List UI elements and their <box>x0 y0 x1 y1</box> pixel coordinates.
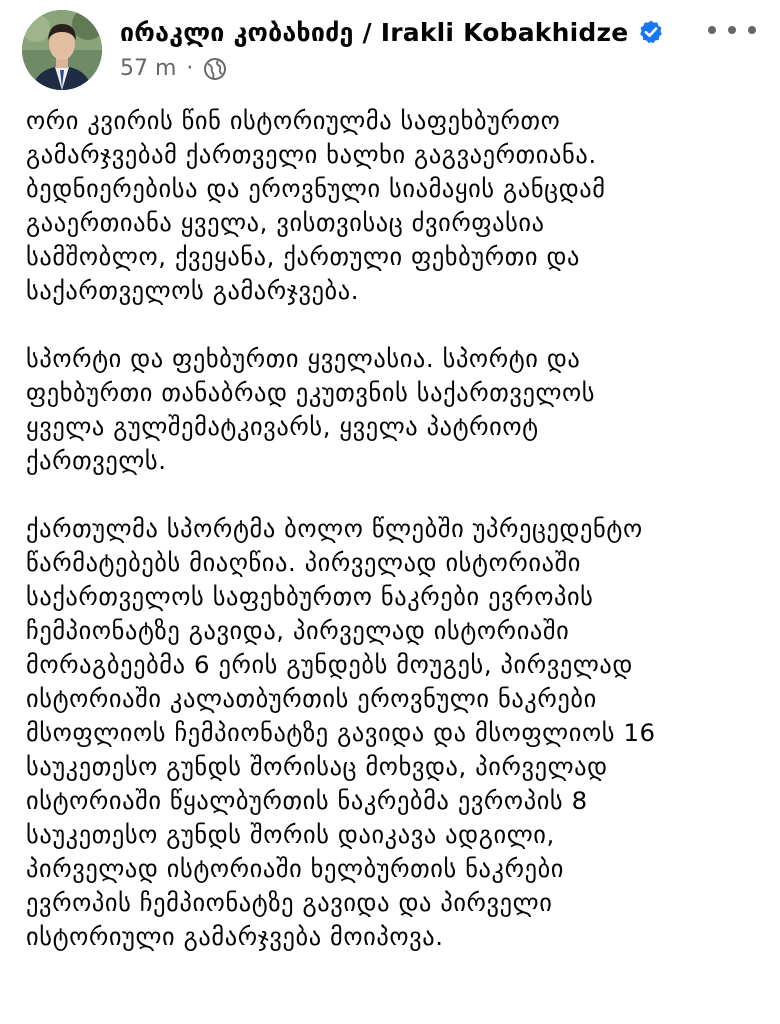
verified-badge-icon <box>638 19 664 45</box>
meta-separator: · <box>186 56 194 81</box>
post-text-line: ორი კვირის წინ ისტორიულმა საფეხბურთო <box>26 106 561 135</box>
post-paragraph <box>26 342 756 478</box>
post-paragraph <box>26 512 756 954</box>
author-block <box>120 12 664 81</box>
post-timestamp[interactable]: 57 m <box>120 56 177 81</box>
post-text-line: ქართულმა სპორტმა ბოლო წლებში უპრეცედენტო <box>26 514 643 543</box>
more-dot <box>708 26 716 34</box>
more-dot <box>728 26 736 34</box>
post-text-line: სამშობლო, ქვეყანა, ქართული ფეხბურთი და <box>26 242 580 271</box>
post-text-line: მორაგბეებმა 6 ერის გუნდებს მოუგეს, პირველად <box>26 650 633 679</box>
author-line <box>120 12 664 52</box>
post-text-line: საუკეთესო გუნდს შორის დაიკავა ადგილი, <box>26 820 555 849</box>
post-text-line: გააერთიანა ყველა, ვისთვისაც ძვირფასია <box>26 208 545 237</box>
post-text-line: ევროპის ჩემპიონატზე გავიდა და პირველი <box>26 888 553 917</box>
post-text-line: ყველა გულშემატკივარს, ყველა პატრიოტ <box>26 412 539 441</box>
more-options-icon[interactable] <box>708 18 756 42</box>
post-text-line: ისტორიაში კალათბურთის ეროვნული ნაკრები <box>26 684 597 713</box>
post-body <box>26 104 756 988</box>
globe-icon[interactable] <box>203 57 227 81</box>
author-name[interactable]: ირაკლი კობახიძე / Irakli Kobakhidze <box>120 17 629 47</box>
post-text-line: ისტორიული გამარჯვება მოიპოვა. <box>26 922 444 951</box>
post-text-line: წარმატებებს მიაღწია. პირველად ისტორიაში <box>26 548 582 577</box>
avatar[interactable] <box>22 10 102 90</box>
post-meta <box>120 56 664 81</box>
post-text-line: ქართველს. <box>26 446 167 475</box>
post-text-line: საქართველოს გამარჯვება. <box>26 276 360 305</box>
post-text-line: გამარჯვებამ ქართველი ხალხი გაგვაერთიანა. <box>26 140 597 169</box>
post-paragraph <box>26 104 756 308</box>
post-text-line: მსოფლიოს ჩემპიონატზე გავიდა და მსოფლიოს 16 <box>26 718 656 747</box>
more-dot <box>748 26 756 34</box>
post-text-line: პირველად ისტორიაში ხელბურთის ნაკრები <box>26 854 565 883</box>
post-text-line: ისტორიაში წყალბურთის ნაკრებმა ევროპის 8 <box>26 786 588 815</box>
post-text-line: საუკეთესო გუნდს შორისაც მოხვდა, პირველად <box>26 752 608 781</box>
avatar-photo-icon <box>22 10 102 90</box>
post-text-line: ბედნიერებისა და ეროვნული სიამაყის განცდამ <box>26 174 606 203</box>
post-header <box>22 10 762 92</box>
post-text-line: სპორტი და ფეხბურთი ყველასია. სპორტი და <box>26 344 581 373</box>
post-text-line: ფეხბურთი თანაბრად ეკუთვნის საქართველოს <box>26 378 596 407</box>
post-text-line: საქართველოს საფეხბურთო ნაკრები ევროპის <box>26 582 594 611</box>
post-text-line: ჩემპიონატზე გავიდა, პირველად ისტორიაში <box>26 616 570 645</box>
